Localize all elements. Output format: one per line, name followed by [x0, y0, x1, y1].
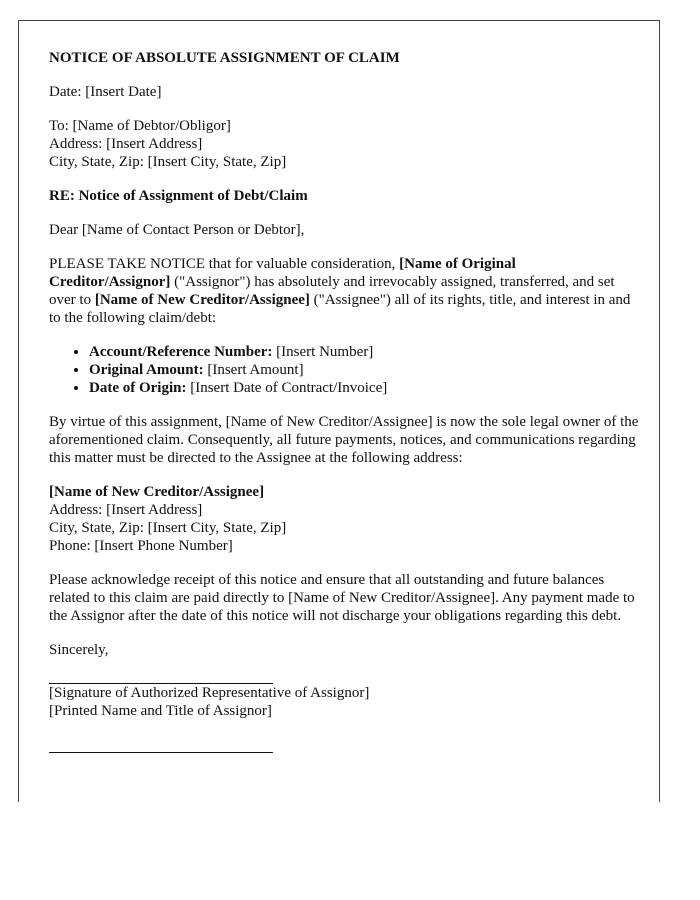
recipient-address: Address: [Insert Address]: [49, 136, 203, 152]
assignee-block-phone: Phone: [Insert Phone Number]: [49, 538, 233, 554]
signature-block: [49, 683, 639, 720]
recipient-block: [49, 117, 639, 171]
claim-details-list: [49, 343, 639, 397]
intro-part3: ("Assignee") all of its rights, title, and interest in and to the following claim/debt:: [49, 292, 631, 326]
claim-item-origin: [89, 379, 639, 397]
document-page: [18, 20, 660, 802]
subject-line: RE: Notice of Assignment of Debt/Claim: [49, 188, 308, 204]
printed-name-label: [Printed Name and Title of Assignor]: [49, 703, 272, 719]
claim-item-label: Account/Reference Number:: [89, 344, 273, 360]
document-title: NOTICE OF ABSOLUTE ASSIGNMENT OF CLAIM: [49, 50, 400, 66]
claim-item-label: Date of Origin:: [89, 380, 187, 396]
claim-item-label: Original Amount:: [89, 362, 204, 378]
intro-part1: PLEASE TAKE NOTICE that for valuable consideration,: [49, 256, 400, 272]
assignee-block-name: [Name of New Creditor/Assignee]: [49, 484, 265, 500]
assignee-block-address: Address: [Insert Address]: [49, 502, 203, 518]
assignee-block-city: City, State, Zip: [Insert City, State, Zip]: [49, 520, 287, 536]
assignee-name: [Name of New Creditor/Assignee]: [94, 292, 310, 308]
claim-item-account: [89, 343, 639, 361]
intro-part2: ("Assignor") has absolutely and irrevocably assigned, transferred, and set over to: [49, 274, 615, 308]
assignor-name: [Name of Original Creditor/Assignor]: [49, 256, 516, 290]
intro-paragraph: [49, 255, 639, 327]
closing: Sincerely,: [49, 642, 109, 658]
virtue-paragraph: By virtue of this assignment, [Name of New Creditor/Assignee] is now the sole legal owner of the aforementioned claim. Consequently, all future payments, notices, and communications regarding this matter must be directed to the Assignee at the following address:: [49, 414, 639, 466]
letter-body: [49, 49, 639, 753]
claim-item-amount: [89, 361, 639, 379]
salutation: Dear [Name of Contact Person or Debtor],: [49, 222, 305, 238]
recipient-city: City, State, Zip: [Insert City, State, Zip]: [49, 154, 287, 170]
assignee-address-block: [49, 483, 639, 555]
second-signature-block: [49, 752, 639, 753]
claim-item-value: [Insert Amount]: [203, 362, 304, 378]
second-signature-line: [49, 752, 273, 753]
claim-item-value: [Insert Number]: [272, 344, 374, 360]
recipient-to: To: [Name of Debtor/Obligor]: [49, 118, 231, 134]
signature-label: [Signature of Authorized Representative of Assignor]: [49, 685, 370, 701]
date-line: Date: [Insert Date]: [49, 84, 162, 100]
acknowledge-paragraph: Please acknowledge receipt of this notice and ensure that all outstanding and future balances related to this claim are paid directly to [Name of New Creditor/Assignee]. Any payment made to the Assignor after the date of this notice will not discharge your obligations regarding this debt.: [49, 572, 635, 624]
claim-item-value: [Insert Date of Contract/Invoice]: [186, 380, 388, 396]
